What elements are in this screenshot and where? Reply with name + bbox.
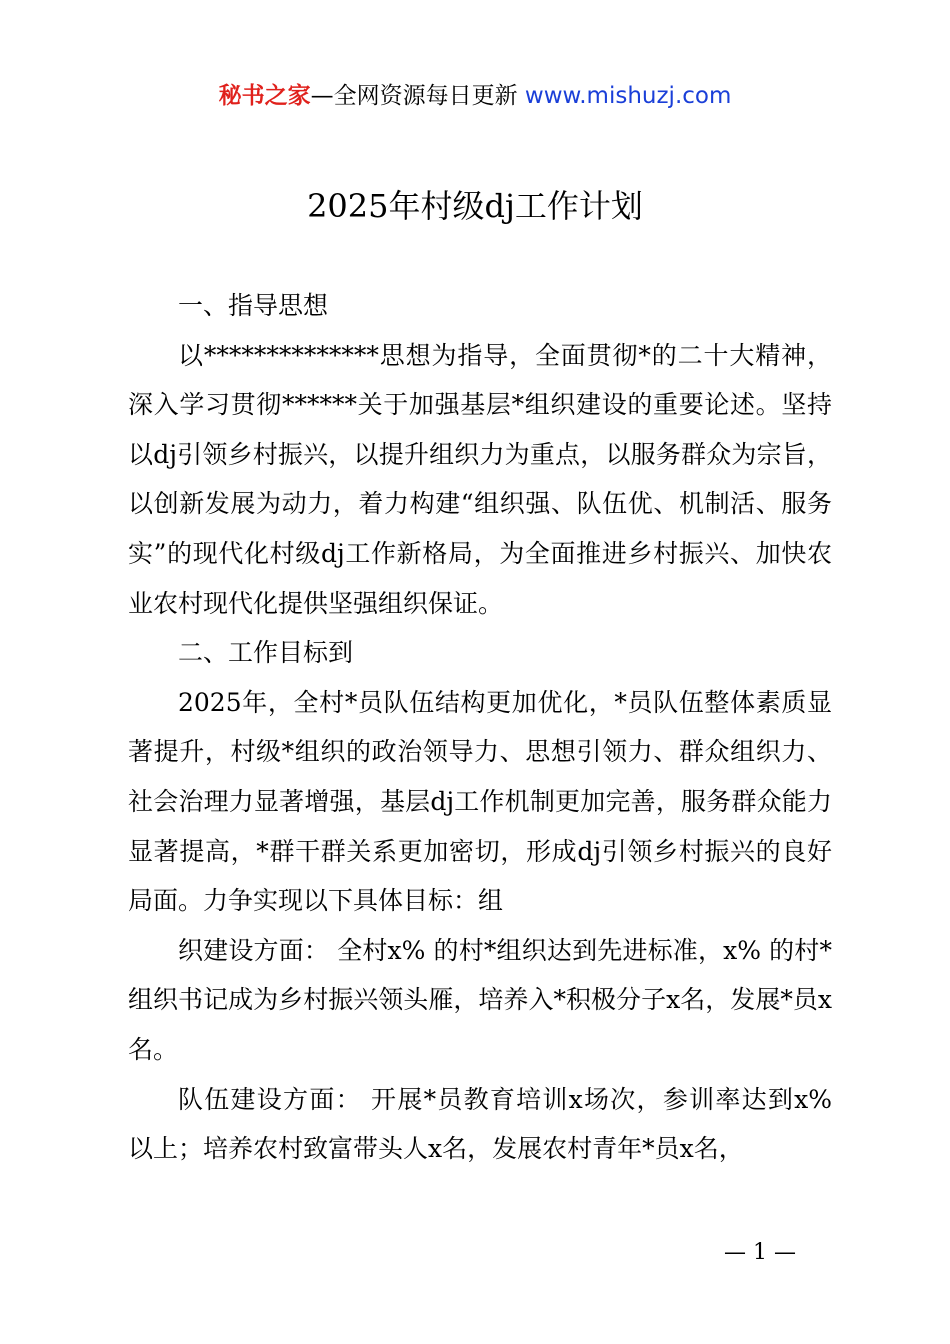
section-heading-work-goals: 二、工作目标到 (178, 638, 354, 668)
section-heading-guiding-ideology: 一、指导思想 (178, 291, 329, 320)
paragraph-work-goals: 2025年，全村*员队伍结构更加优化，*员队伍整体素质显著提升，村级*组织的政治领导力、思想引领力、群众组织力、社会治理力显著增强，基层dj工作机制更加完善，服务群众能力显著提高，*群干群关系更加密切，形成dj引领乡村振兴的良好局面。力争实现以下具体目标：组 (128, 687, 832, 916)
site-slogan: —全网资源每日更新 (310, 83, 518, 109)
document-body (128, 281, 832, 1174)
paragraph-guiding-ideology: 以**************思想为指导，全面贯彻*的二十大精神，深入学习贯彻******关于加强基层*组织建设的重要论述。坚持以dj引领乡村振兴，以提升组织力为重点，以服务群众为宗旨，以创新发展为动力，着力构建“组织强、队伍优、机制活、服务实”的现代化村级dj工作新格局，为全面推进乡村振兴、加快农业农村现代化提供坚强组织保证。 (128, 340, 832, 618)
site-header (0, 80, 950, 112)
site-name: 秘书之家 (218, 83, 311, 109)
document-title: 2025年村级dj工作计划 (307, 187, 643, 225)
page-number: — 1 — (724, 1240, 796, 1265)
paragraph-organization-building: 织建设方面： 全村x% 的村*组织达到先进标准，x% 的村*组织书记成为乡村振兴领头雁，培养入*积极分子x名，发展*员x名。 (128, 935, 832, 1064)
paragraph-team-building: 队伍建设方面： 开展*员教育培训x场次，参训率达到x% 以上；培养农村致富带头人x名，发展农村青年*员x名， (128, 1084, 832, 1164)
site-url[interactable]: www.mishuzj.com (524, 83, 732, 109)
